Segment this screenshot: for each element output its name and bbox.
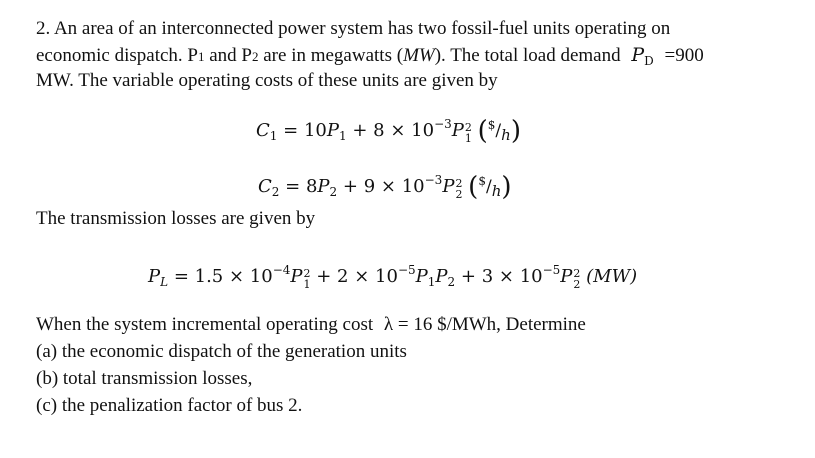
lambda-text-b: = 16 $/MWh, Determine [397, 314, 586, 335]
intro-text-c: are in megawatts ( [258, 45, 404, 66]
pd-value: =900 [664, 45, 704, 66]
p1-subscript: 1 [198, 49, 205, 64]
item-a: (a) the economic dispatch of the generation units [36, 341, 407, 362]
equation-c2: $C_2 = 8P_2 + 9 \times 10^{-3}P$ 2 2 ($/h) [258, 172, 512, 202]
pd-symbol: $P_D$ [631, 44, 654, 68]
lambda-line [36, 312, 586, 338]
intro-line-3: MW. The variable operating costs of these units are given by [36, 70, 498, 91]
intro-text-d: ). The total load demand [434, 45, 621, 66]
p2-subscript: 2 [252, 49, 259, 64]
lambda-symbol: λ [383, 314, 394, 335]
intro-line-1: 2. An area of an interconnected power system has two fossil-fuel units operating on [36, 18, 671, 39]
losses-intro: The transmission losses are given by [36, 208, 316, 229]
item-c: (c) the penalization factor of bus 2. [36, 395, 303, 416]
equation-c1: $C_1 = 10P_1 + 8 \times 10^{-3}P$ 2 1 ($/h) [256, 116, 521, 146]
equation-losses: $P_L = 1.5 \times 10^{-4}P$ 2 1 + $2 \times 10^{-5}P_1P_2 + 3 \times 10^{-5}P$ 2 2 (MW) [148, 263, 638, 291]
intro-text-b: and P [204, 45, 252, 66]
lambda-text-a: When the system incremental operating cost [36, 314, 374, 335]
intro-text-a: economic dispatch. P [36, 45, 198, 66]
item-b: (b) total transmission losses, [36, 368, 253, 389]
mw-unit: MW [403, 45, 435, 66]
